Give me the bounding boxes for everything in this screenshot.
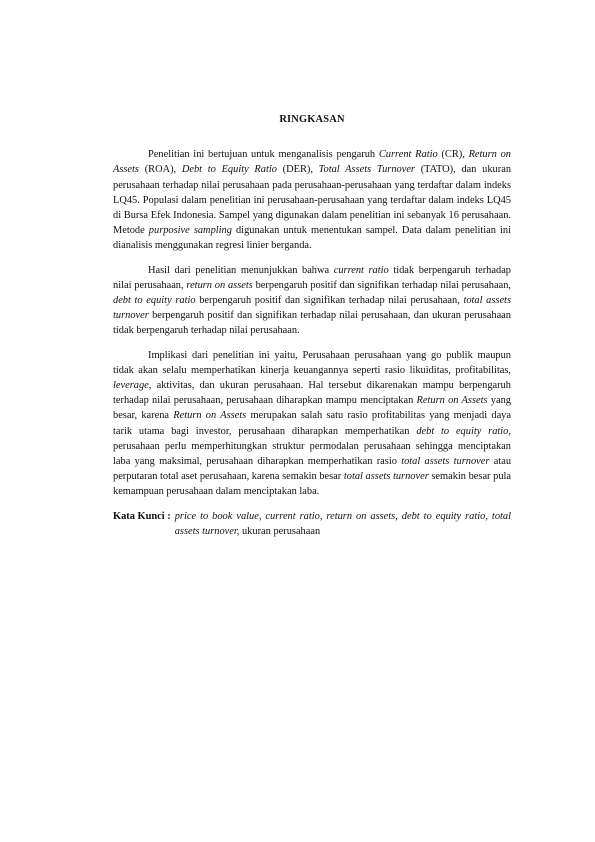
paragraph [113, 348, 511, 500]
text-run: semakin besar pula kemampuan perusahaan dalam menciptakan laba. [113, 471, 512, 498]
italic-term: total assets turnover [113, 295, 511, 322]
keywords-block [113, 509, 511, 539]
text-run: merupakan salah satu rasio profitabilitas yang menjadi daya tarik utama bagi investor, perusahaan diharapkan memperhatikan [113, 410, 511, 437]
italic-term: total assets turnover [343, 471, 429, 483]
text-run: berpengaruh positif dan signifikan terhadap nilai perusahaan, [252, 279, 511, 291]
text-run: tidak berpengaruh terhadap nilai perusahaan, [113, 264, 511, 291]
text-run: Hasil dari penelitian menunjukkan bahwa [148, 264, 334, 276]
italic-term: Debt to Equity Ratio [181, 164, 277, 176]
text-run: Penelitian ini bertujuan untuk menganalisis pengaruh [148, 149, 379, 161]
text-run: Implikasi dari penelitian ini yaitu, Perusahaan perusahaan yang go publik maupun tidak akan selalu memperhatikan kinerja keuangannya seperti rasio likuiditas, profitabilitas, [113, 349, 511, 376]
italic-term: purposive sampling [148, 225, 232, 237]
text-run: berpengaruh positif dan signifikan terhadap nilai perusahaan, dan ukuran perusahaan tidak berpengaruh terhadap nilai perusahaan. [113, 310, 511, 337]
paragraph [113, 147, 511, 253]
page-title: RINGKASAN [279, 114, 345, 125]
text-run: (ROA), [138, 164, 182, 176]
italic-term: debt to equity ratio [416, 425, 509, 437]
text-run: , perusahaan perlu memperhitungkan struktur permodalan perusahaan sehingga menciptakan laba yang maksimal, perusahaan diharapkan memperhatikan rasio [113, 425, 511, 468]
paragraph [113, 263, 511, 339]
abstract-body [113, 147, 511, 499]
text-run: (DER), [276, 164, 319, 176]
text-run: (TATO), dan ukuran perusahaan terhadap nilai perusahaan pada perusahaan-perusahaan yang terdaftar dalam indeks LQ45. Populasi dalam penelitian ini perusahaan-perusahaan yang terdaftar dalam indeks LQ45 di Bursa Efek Indonesia. Sampel yang digunakan dalam penelitian ini sebanyak 16 perusahaan. Metode [113, 164, 512, 237]
italic-term: leverage [113, 380, 149, 392]
italic-term: debt to equity ratio [113, 295, 196, 307]
text-run: atau perputaran total aset perusahaan, karena semakin besar [113, 456, 512, 483]
document-page [113, 112, 511, 539]
text-run: ukuran perusahaan [239, 525, 321, 537]
text-run: digunakan untuk menentukan sampel. Data dalam penelitian ini dianalisis menggunakan regresi linier berganda. [113, 225, 512, 252]
italic-term: Return on Assets [173, 410, 247, 422]
italic-term: current ratio [333, 264, 389, 276]
italic-term: Return on Assets [113, 149, 511, 176]
italic-term: total assets turnover [401, 456, 490, 468]
text-run: berpengaruh positif dan signifikan terhadap nilai perusahaan, [195, 295, 464, 307]
text-run: , aktivitas, dan ukuran perusahaan. Hal tersebut dikarenakan mampu berpengaruh terhadap nilai perusahaan, perusahaan diharapkan mampu menciptakan [113, 380, 511, 407]
keywords-text [175, 509, 511, 539]
italic-term: Current Ratio [378, 149, 438, 161]
keywords-label: Kata Kunci : [113, 510, 171, 522]
text-run: (CR), [437, 149, 469, 161]
italic-term: return on assets [186, 279, 253, 291]
text-run: yang besar, karena [113, 395, 511, 422]
italic-term: price to book value, current ratio, return on assets, debt to equity ratio, total assets turnover, [174, 510, 511, 537]
italic-term: Total Assets Turnover [318, 164, 415, 176]
italic-term: Return on Assets [416, 395, 488, 407]
